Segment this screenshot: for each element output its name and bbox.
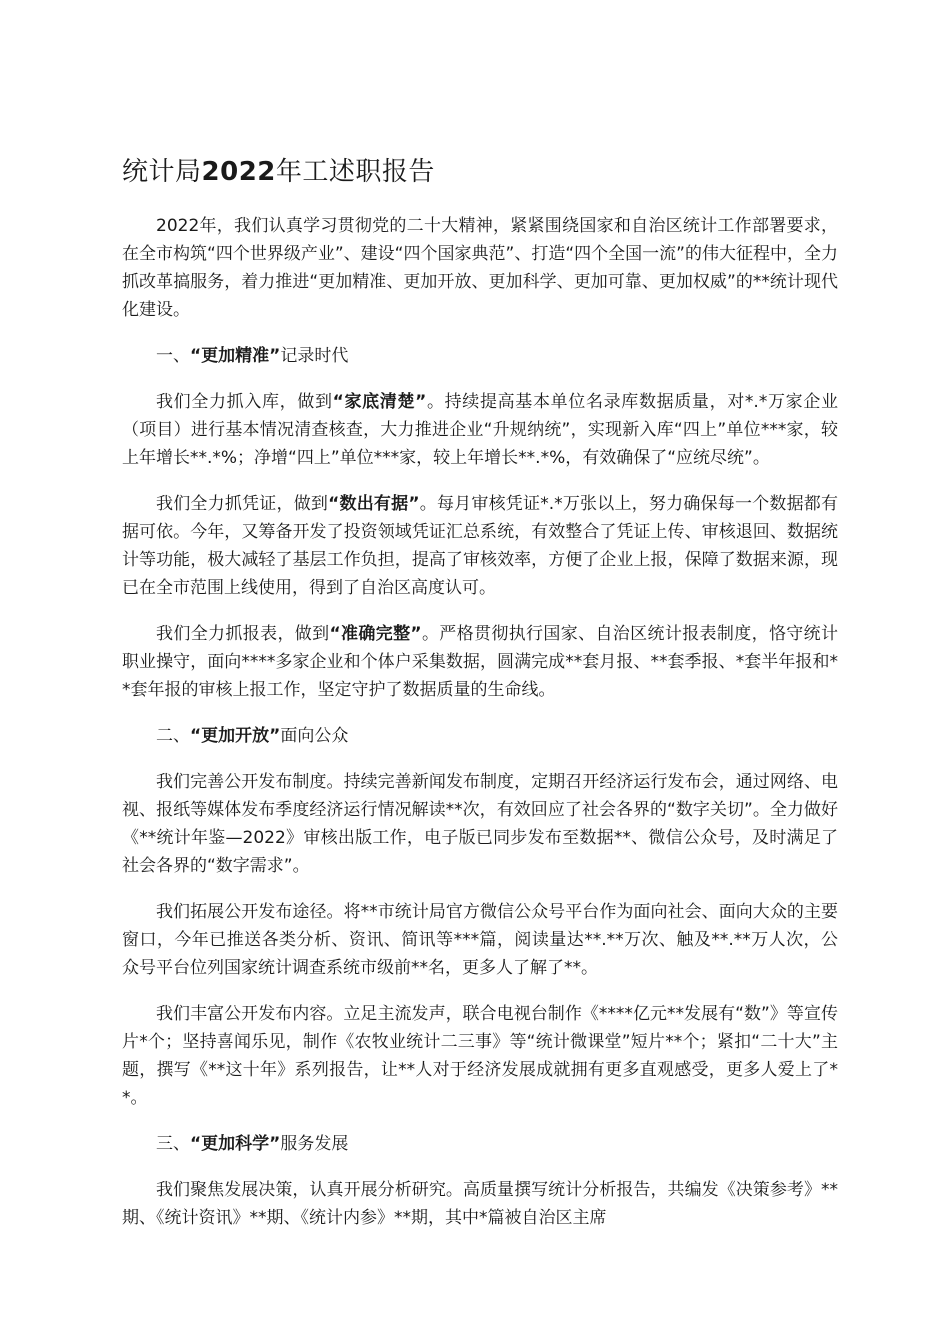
title-suffix: 年工述职报告 [275, 157, 435, 187]
document-title [122, 152, 838, 192]
paragraph-emphasis: “数出有据” [328, 494, 420, 514]
section-number: 二、 [156, 726, 190, 746]
section-heading [122, 342, 838, 370]
body-paragraph [122, 490, 838, 602]
section-heading [122, 722, 838, 750]
body-paragraph: 我们丰富公开发布内容。立足主流发声，联合电视台制作《****亿元**发展有“数”》等宣传片*个；坚持喜闻乐见，制作《农牧业统计二三事》等“统计微课堂”短片**个；紧扣“二十大”主题，撰写《**这十年》系列报告，让**人对于经济发展成就拥有更多直观感受，更多人爱上了**。 [122, 1004, 838, 1108]
paragraph-rest: 。每月审核凭证*.*万张以上，努力确保每一个数据都有据可依。今年，又筹备开发了投资领域凭证汇总系统，有效整合了凭证上传、审核退回、数据统计等功能，极大减轻了基层工作负担，提高了审核效率，方便了企业上报，保障了数据来源，现已在全市范围上线使用，得到了自治区高度认可。 [122, 494, 839, 598]
title-year: 2022 [201, 157, 276, 187]
intro-paragraph: 2022年，我们认真学习贯彻党的二十大精神，紧紧围绕国家和自治区统计工作部署要求，在全市构筑“四个世界级产业”、建设“四个国家典范”、打造“四个全国一流”的伟大征程中，全力抓改革搞服务，着力推进“更加精准、更加开放、更加科学、更加可靠、更加权威”的**统计现代化建设。 [122, 216, 838, 320]
document-page [122, 152, 838, 1250]
paragraph-rest: 。持续提高基本单位名录库数据质量，对*.*万家企业（项目）进行基本情况清查核查，大力推进企业“升规纳统”，实现新入库“四上”单位***家，较上年增长**.*%；净增“四上”单位***家，较上年增长**.*%，有效确保了“应统尽统”。 [122, 392, 838, 468]
section-keyword: “更加开放” [190, 726, 281, 746]
paragraph-lead: 我们全力抓凭证，做到 [156, 494, 329, 514]
paragraph-emphasis: “家底清楚” [332, 392, 427, 412]
body-paragraph: 我们完善公开发布制度。持续完善新闻发布制度，定期召开经济运行发布会，通过网络、电视、报纸等媒体发布季度经济运行情况解读**次，有效回应了社会各界的“数字关切”。全力做好《**统计年鉴—2022》审核出版工作，电子版已同步发布至数据**、微信公众号，及时满足了社会各界的“数字需求”。 [122, 772, 838, 876]
section-keyword: “更加科学” [190, 1134, 281, 1154]
paragraph-lead: 我们全力抓入库，做到 [156, 392, 333, 412]
section-heading-text: 记录时代 [280, 346, 349, 366]
section-heading-text: 面向公众 [280, 726, 349, 746]
section-number: 一、 [156, 346, 190, 366]
section-keyword: “更加精准” [190, 346, 281, 366]
section-number: 三、 [156, 1134, 190, 1154]
paragraph-lead: 我们全力抓报表，做到 [156, 624, 330, 644]
title-prefix: 统计局 [122, 157, 202, 187]
section-heading-text: 服务发展 [280, 1134, 349, 1154]
section-heading [122, 1130, 838, 1158]
body-paragraph: 我们聚焦发展决策，认真开展分析研究。高质量撰写统计分析报告，共编发《决策参考》**期、《统计资讯》**期、《统计内参》**期，其中*篇被自治区主席 [122, 1180, 838, 1228]
paragraph-emphasis: “准确完整” [329, 624, 422, 644]
paragraph-rest: 。严格贯彻执行国家、自治区统计报表制度，恪守统计职业操守，面向****多家企业和个体户采集数据，圆满完成**套月报、**套季报、*套半年报和**套年报的审核上报工作，坚定守护了数据质量的生命线。 [122, 624, 839, 700]
body-paragraph: 我们拓展公开发布途径。将**市统计局官方微信公众号平台作为面向社会、面向大众的主要窗口，今年已推送各类分析、资讯、简讯等***篇，阅读量达**.**万次、触及**.**万人次，公众号平台位列国家统计调查系统市级前**名，更多人了解了**。 [122, 902, 838, 978]
body-paragraph [122, 388, 838, 472]
body-paragraph [122, 620, 838, 704]
